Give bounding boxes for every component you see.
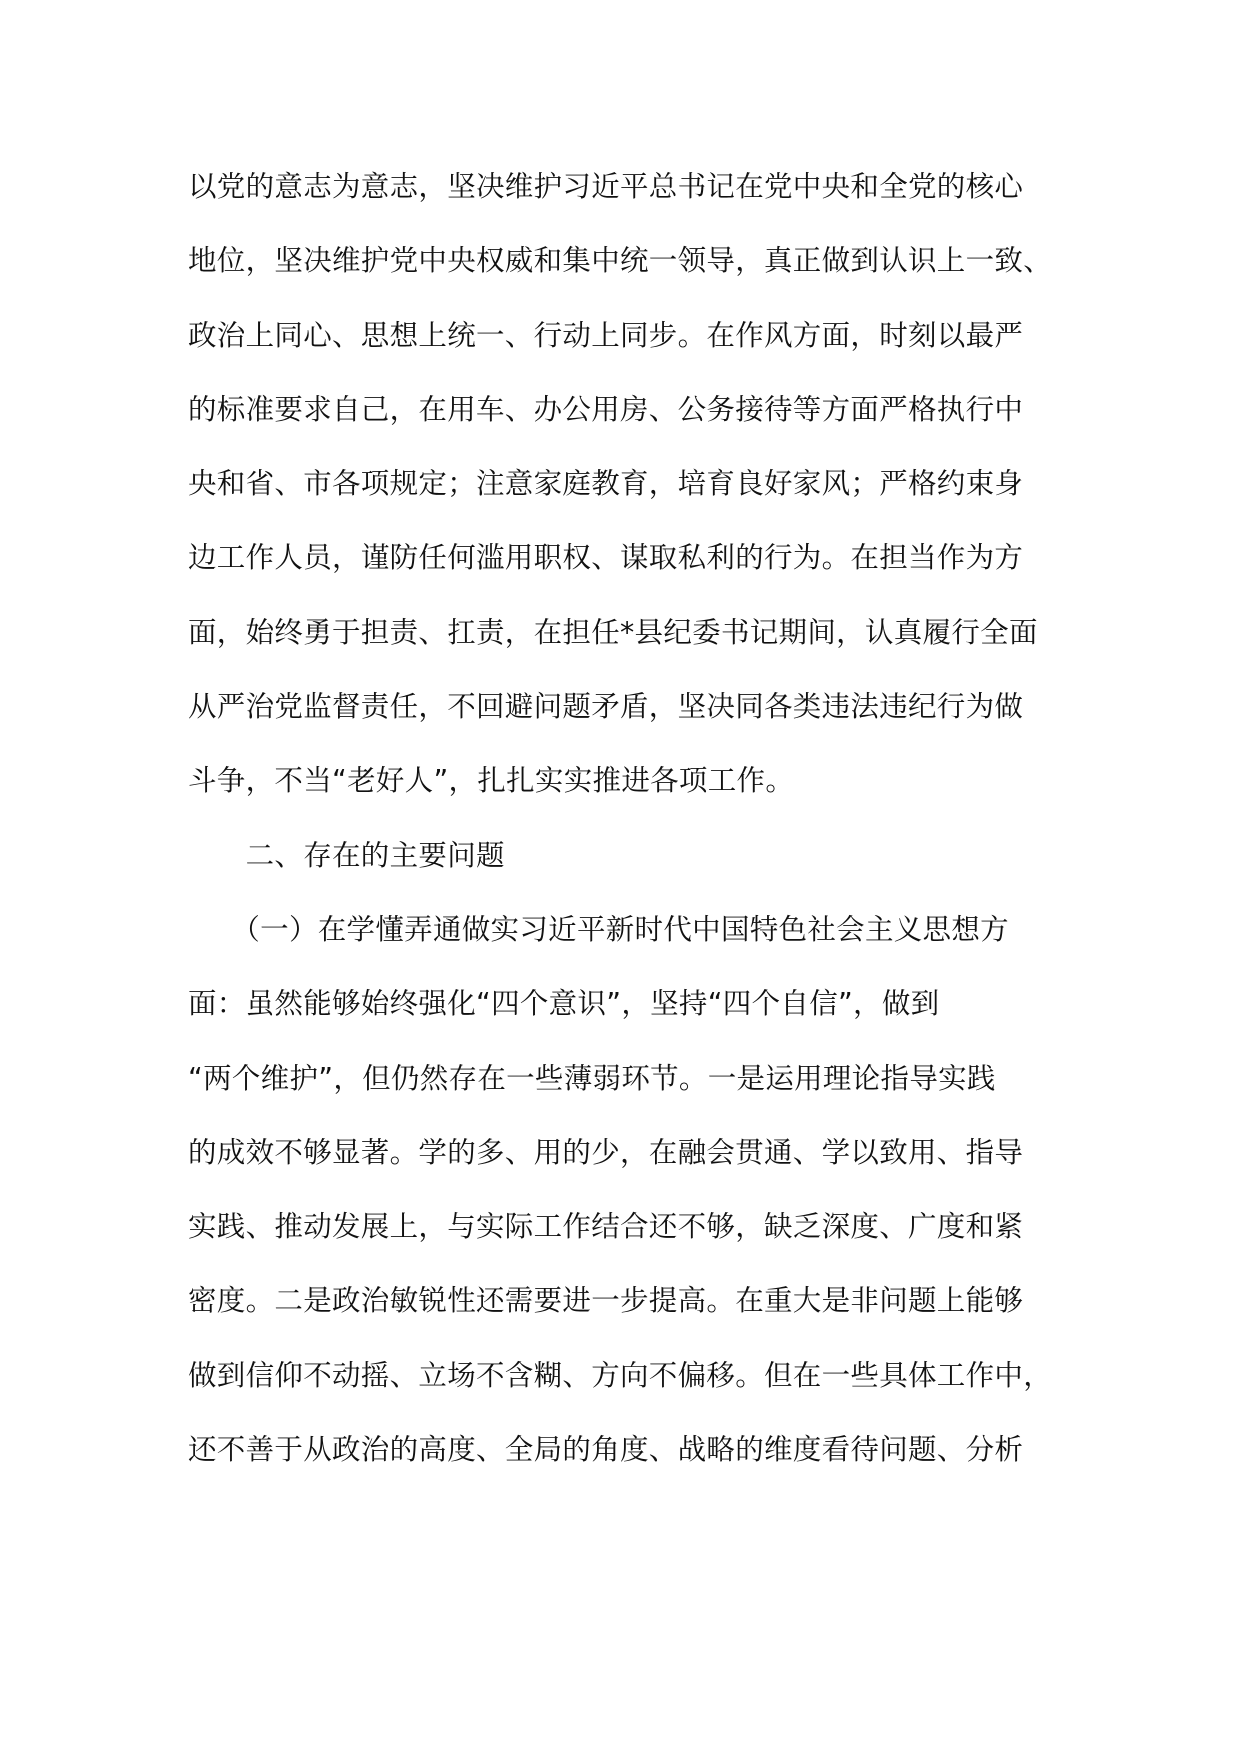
document-body (188, 166, 1068, 1503)
text-line: 边工作人员，谨防任何滥用职权、谋取私利的行为。在担当作为方 (188, 541, 1024, 575)
text-line: 面，始终勇于担责、扛责，在担任*县纪委书记期间，认真履行全面 (188, 615, 1038, 649)
text-line: 的成效不够显著。学的多、用的少，在融会贯通、学以致用、指导 (188, 1135, 1024, 1169)
text-line: 密度。二是政治敏锐性还需要进一步提高。在重大是非问题上能够 (188, 1284, 1024, 1318)
text-line: 实践、推动发展上，与实际工作结合还不够，缺乏深度、广度和紧 (188, 1210, 1024, 1244)
text-line: 从严治党监督责任，不回避问题矛盾，坚决同各类违法违纪行为做 (188, 690, 1024, 724)
text-line: 地位，坚决维护党中央权威和集中统一领导，真正做到认识上一致、 (188, 244, 1053, 278)
text-line: 做到信仰不动摇、立场不含糊、方向不偏移。但在一些具体工作中， (188, 1358, 1053, 1392)
text-line: 斗争，不当“老好人”，扎扎实实推进各项工作。 (188, 764, 795, 798)
subsection-heading-line: （一）在学懂弄通做实习近平新时代中国特色社会主义思想方 (188, 912, 1009, 946)
text-line: 的标准要求自己，在用车、办公用房、公务接待等方面严格执行中 (188, 392, 1024, 426)
text-line: 以党的意志为意志，坚决维护习近平总书记在党中央和全党的核心 (188, 170, 1024, 203)
text-line: 央和省、市各项规定；注意家庭教育，培育良好家风；严格约束身 (188, 467, 1024, 501)
text-line: 面：虽然能够始终强化“四个意识”，坚持“四个自信”，做到 (188, 987, 940, 1021)
text-line: 还不善于从政治的高度、全局的角度、战略的维度看待问题、分析 (188, 1433, 1024, 1467)
section-heading: 二、存在的主要问题 (188, 838, 505, 872)
text-line: “两个维护”，但仍然存在一些薄弱环节。一是运用理论指导实践 (188, 1061, 996, 1095)
text-line: 政治上同心、思想上统一、行动上同步。在作风方面，时刻以最严 (188, 318, 1024, 352)
